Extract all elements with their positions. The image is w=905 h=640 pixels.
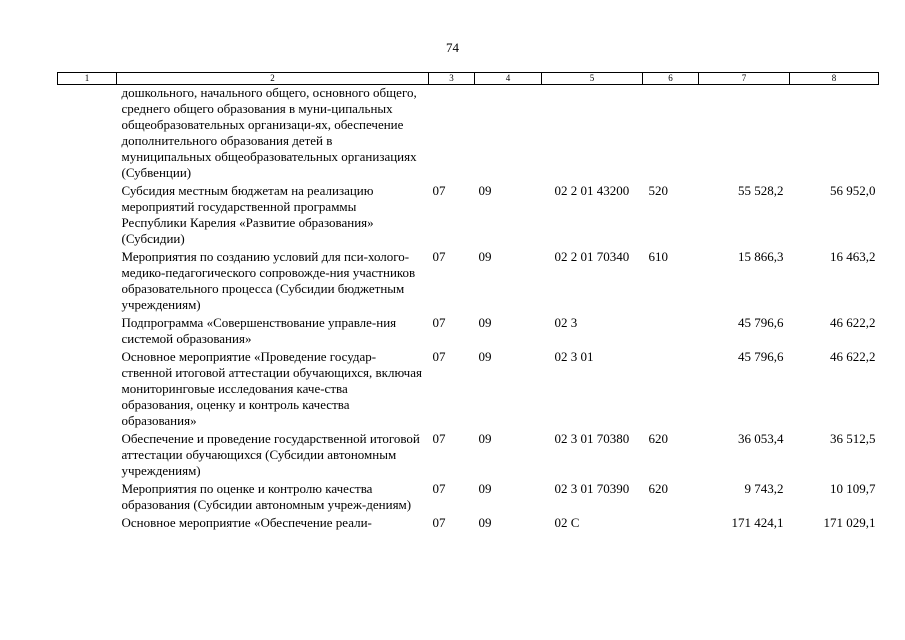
- header-cell-6: 6: [643, 73, 699, 85]
- amount-year2: 46 622,2: [830, 349, 876, 364]
- expense-type-code: 520: [648, 183, 668, 198]
- item-name: Обеспечение и проведение государственной итоговой аттестации обучающихся (Субсидии автономным учреждениям): [121, 431, 420, 478]
- table-body: [58, 85, 879, 533]
- amount-year2: 16 463,2: [830, 249, 876, 264]
- amount-year1: 45 796,6: [738, 315, 784, 330]
- expense-type-code: [643, 314, 699, 348]
- header-row: [58, 73, 879, 85]
- target-article-code: 02 3 01: [554, 349, 594, 364]
- table-row: [58, 480, 879, 514]
- amount-year2: 46 622,2: [830, 315, 876, 330]
- section-code: 07: [432, 481, 446, 496]
- item-name: Основное мероприятие «Проведение государ-ственной итоговой аттестации обучающихся, включая мониторинговые исследования каче-ства образования, оценку и контроль качества образования»: [121, 349, 422, 428]
- target-article-code: [542, 85, 643, 183]
- budget-table: [57, 72, 879, 532]
- subsection-code: 09: [478, 349, 492, 364]
- col1-cell: [58, 85, 117, 183]
- subsection-code: 09: [478, 431, 492, 446]
- col1-cell: [58, 430, 117, 480]
- target-article-code: 02 3: [554, 315, 578, 330]
- header-cell-2: 2: [117, 73, 429, 85]
- table-row: [58, 314, 879, 348]
- table-row: [58, 182, 879, 248]
- table-row: [58, 514, 879, 532]
- expense-type-code: 610: [648, 249, 668, 264]
- header-cell-5: 5: [542, 73, 643, 85]
- expense-type-code: 620: [648, 431, 668, 446]
- amount-year1: 15 866,3: [738, 249, 784, 264]
- section-code: 07: [432, 183, 446, 198]
- table-header: [58, 73, 879, 85]
- table-row: [58, 430, 879, 480]
- amount-year2: 56 952,0: [830, 183, 876, 198]
- subsection-code: 09: [478, 315, 492, 330]
- col1-cell: [58, 348, 117, 430]
- item-name: дошкольного, начального общего, основного общего, среднего общего образования в муни-ципальных общеобразовательных организаци-ях, обеспечение дополнительного образования детей в муниципальных общеобразовательных организациях (Субвенции): [121, 85, 417, 180]
- expense-type-code: [643, 348, 699, 430]
- table-row: [58, 85, 879, 183]
- target-article-code: 02 2 01 43200: [554, 183, 630, 198]
- col1-cell: [58, 514, 117, 532]
- item-name: Мероприятия по оценке и контролю качества образования (Субсидии автономным учреж-дениям): [121, 481, 412, 512]
- header-cell-3: 3: [429, 73, 475, 85]
- subsection-code: 09: [478, 249, 492, 264]
- item-name: Основное мероприятие «Обеспечение реали-: [121, 515, 372, 530]
- target-article-code: 02 3 01 70390: [554, 481, 630, 496]
- amount-year2: 171 029,1: [823, 515, 876, 530]
- table-row: [58, 348, 879, 430]
- header-cell-4: 4: [475, 73, 542, 85]
- target-article-code: 02 С: [554, 515, 580, 530]
- section-code: 07: [432, 515, 446, 530]
- subsection-code: [475, 85, 542, 183]
- expense-type-code: [643, 85, 699, 183]
- section-code: 07: [432, 249, 446, 264]
- section-code: 07: [432, 431, 446, 446]
- amount-year1: 45 796,6: [738, 349, 784, 364]
- table-row: [58, 248, 879, 314]
- col1-cell: [58, 314, 117, 348]
- page-number: 74: [446, 40, 459, 55]
- amount-year1: 36 053,4: [738, 431, 784, 446]
- amount-year2: [790, 85, 879, 183]
- amount-year2: 36 512,5: [830, 431, 876, 446]
- header-cell-7: 7: [699, 73, 790, 85]
- section-code: [429, 85, 475, 183]
- item-name: Подпрограмма «Совершенствование управле-ния системой образования»: [121, 315, 397, 346]
- expense-type-code: [643, 514, 699, 532]
- amount-year1: 9 743,2: [744, 481, 784, 496]
- header-cell-1: 1: [58, 73, 117, 85]
- amount-year1: [699, 85, 790, 183]
- expense-type-code: 620: [648, 481, 668, 496]
- col1-cell: [58, 182, 117, 248]
- col1-cell: [58, 480, 117, 514]
- amount-year1: 55 528,2: [738, 183, 784, 198]
- amount-year2: 10 109,7: [830, 481, 876, 496]
- section-code: 07: [432, 349, 446, 364]
- target-article-code: 02 2 01 70340: [554, 249, 630, 264]
- header-cell-8: 8: [790, 73, 879, 85]
- section-code: 07: [432, 315, 446, 330]
- subsection-code: 09: [478, 183, 492, 198]
- item-name: Субсидия местным бюджетам на реализацию мероприятий государственной программы Республики Карелия «Развитие образования» (Субсидии): [121, 183, 374, 246]
- target-article-code: 02 3 01 70380: [554, 431, 630, 446]
- subsection-code: 09: [478, 481, 492, 496]
- col1-cell: [58, 248, 117, 314]
- item-name: Мероприятия по созданию условий для пси-холого-медико-педагогического сопровожде-ния участников образовательного процесса (Субсидии бюджетным учреждениям): [121, 249, 416, 312]
- amount-year1: 171 424,1: [731, 515, 784, 530]
- subsection-code: 09: [478, 515, 492, 530]
